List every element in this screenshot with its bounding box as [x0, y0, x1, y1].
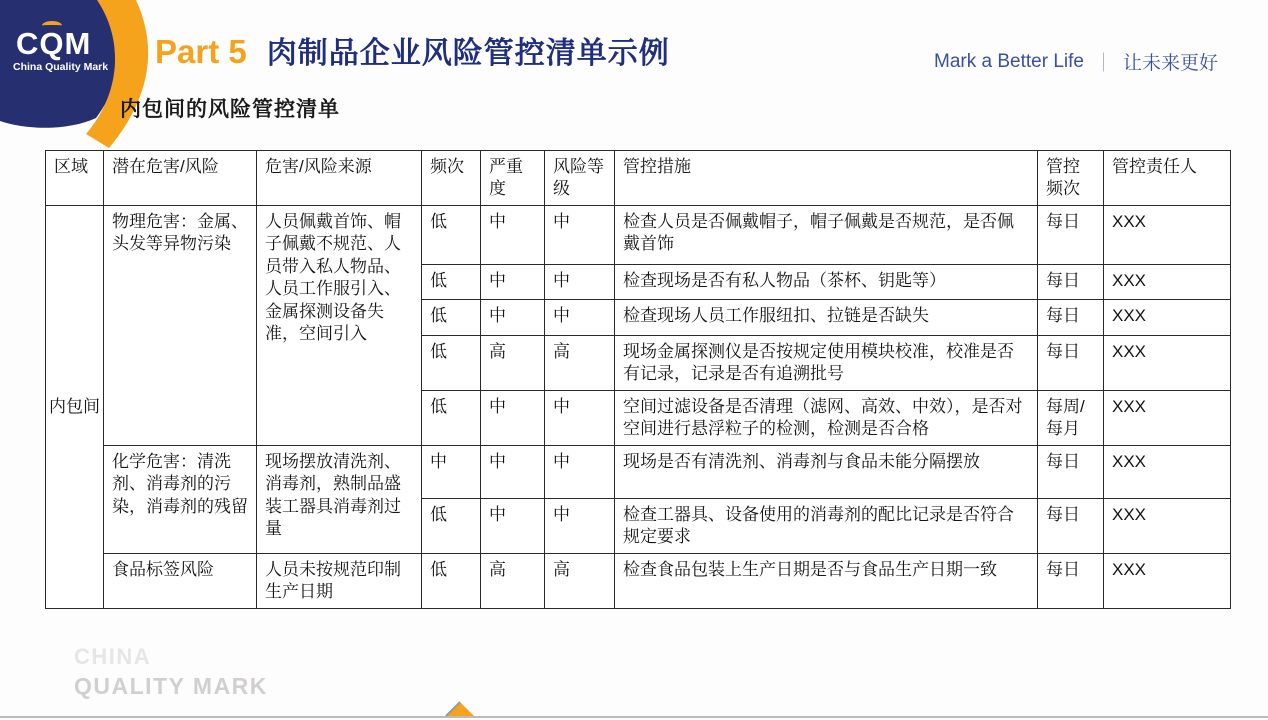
table-cell: 中	[422, 445, 481, 498]
tagline-divider: ｜	[1093, 53, 1113, 74]
table-cell: 现场摆放清洗剂、消毒剂，熟制品盛装工器具消毒剂过量	[257, 445, 422, 553]
footer-logo-tip-icon	[440, 700, 480, 720]
table-cell: XXX	[1104, 265, 1231, 300]
table-cell: 高	[481, 553, 545, 608]
header-row	[46, 151, 1231, 206]
column-header: 管控责任人	[1104, 151, 1231, 206]
table-cell: 检查工器具、设备使用的消毒剂的配比记录是否符合规定要求	[615, 498, 1038, 553]
table-cell: 中	[481, 206, 545, 265]
table-cell: 低	[422, 206, 481, 265]
tagline-zh: 让未来更好	[1122, 53, 1218, 74]
table-cell: 低	[422, 553, 481, 608]
table-cell: 检查现场是否有私人物品（茶杯、钥匙等）	[615, 265, 1038, 300]
table-cell: 每日	[1038, 498, 1104, 553]
table-cell: 高	[545, 336, 615, 391]
table-cell: XXX	[1104, 206, 1231, 265]
table-cell: 高	[545, 553, 615, 608]
column-header: 风险等级	[545, 151, 615, 206]
table-cell: 食品标签风险	[104, 553, 257, 608]
column-header: 区域	[46, 151, 104, 206]
column-header: 管控频次	[1038, 151, 1104, 206]
table-cell: 中	[545, 445, 615, 498]
table-cell: 化学危害：清洗剂、消毒剂的污染，消毒剂的残留	[104, 445, 257, 553]
table-cell: 每日	[1038, 265, 1104, 300]
table-cell: 每周/每月	[1038, 390, 1104, 445]
table-cell: 低	[422, 300, 481, 336]
cqm-logo	[0, 0, 170, 150]
logo-shape	[0, 0, 170, 150]
table-cell: XXX	[1104, 553, 1231, 608]
table-cell: XXX	[1104, 445, 1231, 498]
table-row	[46, 206, 1231, 265]
table-cell: 每日	[1038, 553, 1104, 608]
table-cell: 中	[545, 498, 615, 553]
table-cell: 中	[545, 265, 615, 300]
logo-acronym: CQM	[16, 26, 92, 61]
table-cell: 中	[481, 390, 545, 445]
table-cell: XXX	[1104, 390, 1231, 445]
risk-table-container	[45, 150, 1231, 609]
table-cell: 中	[545, 206, 615, 265]
table-cell: XXX	[1104, 336, 1231, 391]
table-cell: 高	[481, 336, 545, 391]
table-cell: 每日	[1038, 445, 1104, 498]
watermark	[74, 644, 268, 700]
table-cell: 中	[481, 498, 545, 553]
table-cell: 低	[422, 498, 481, 553]
risk-control-table	[45, 150, 1231, 609]
table-cell: 中	[545, 390, 615, 445]
table-title: 内包间的风险管控清单	[120, 98, 340, 121]
table-cell: 人员未按规范印制生产日期	[257, 553, 422, 608]
page-title: 肉制品企业风险管控清单示例	[266, 37, 670, 70]
table-cell: 低	[422, 390, 481, 445]
table-cell: 空间过滤设备是否清理（滤网、高效、中效），是否对空间进行悬浮粒子的检测，检测是否合格	[615, 390, 1038, 445]
table-cell: XXX	[1104, 498, 1231, 553]
column-header: 严重度	[481, 151, 545, 206]
table-cell: 现场是否有清洗剂、消毒剂与食品未能分隔摆放	[615, 445, 1038, 498]
table-row	[46, 445, 1231, 498]
column-header: 潜在危害/风险	[104, 151, 257, 206]
column-header: 管控措施	[615, 151, 1038, 206]
tagline-en: Mark a Better Life	[934, 50, 1084, 72]
table-cell: 中	[481, 300, 545, 336]
table-cell: 中	[481, 265, 545, 300]
table-cell: 每日	[1038, 206, 1104, 265]
table-cell: 检查人员是否佩戴帽子，帽子佩戴是否规范，是否佩戴首饰	[615, 206, 1038, 265]
table-cell: 物理危害：金属、头发等异物污染	[104, 206, 257, 446]
table-cell: 检查食品包装上生产日期是否与食品生产日期一致	[615, 553, 1038, 608]
table-cell: 人员佩戴首饰、帽子佩戴不规范、人员带入私人物品、人员工作服引入、金属探测设备失准，空间引入	[257, 206, 422, 446]
column-header: 危害/风险来源	[257, 151, 422, 206]
table-row	[46, 553, 1231, 608]
table-cell: 每日	[1038, 336, 1104, 391]
table-cell: 每日	[1038, 300, 1104, 336]
header	[155, 28, 670, 72]
column-header: 频次	[422, 151, 481, 206]
table-cell: 现场金属探测仪是否按规定使用模块校准，校准是否有记录，记录是否有追溯批号	[615, 336, 1038, 391]
watermark-line1: CHINA	[74, 644, 152, 669]
part-label: Part 5	[155, 33, 247, 70]
table-cell: 低	[422, 265, 481, 300]
table-cell: 内包间	[46, 206, 104, 609]
table-cell: 检查现场人员工作服纽扣、拉链是否缺失	[615, 300, 1038, 336]
footer-divider	[0, 716, 1268, 718]
table-cell: 中	[481, 445, 545, 498]
logo-subtext: China Quality Mark	[13, 61, 109, 73]
watermark-line2: QUALITY MARK	[74, 673, 268, 699]
brand-tagline	[934, 48, 1218, 75]
table-cell: 中	[545, 300, 615, 336]
table-cell: 低	[422, 336, 481, 391]
table-cell: XXX	[1104, 300, 1231, 336]
